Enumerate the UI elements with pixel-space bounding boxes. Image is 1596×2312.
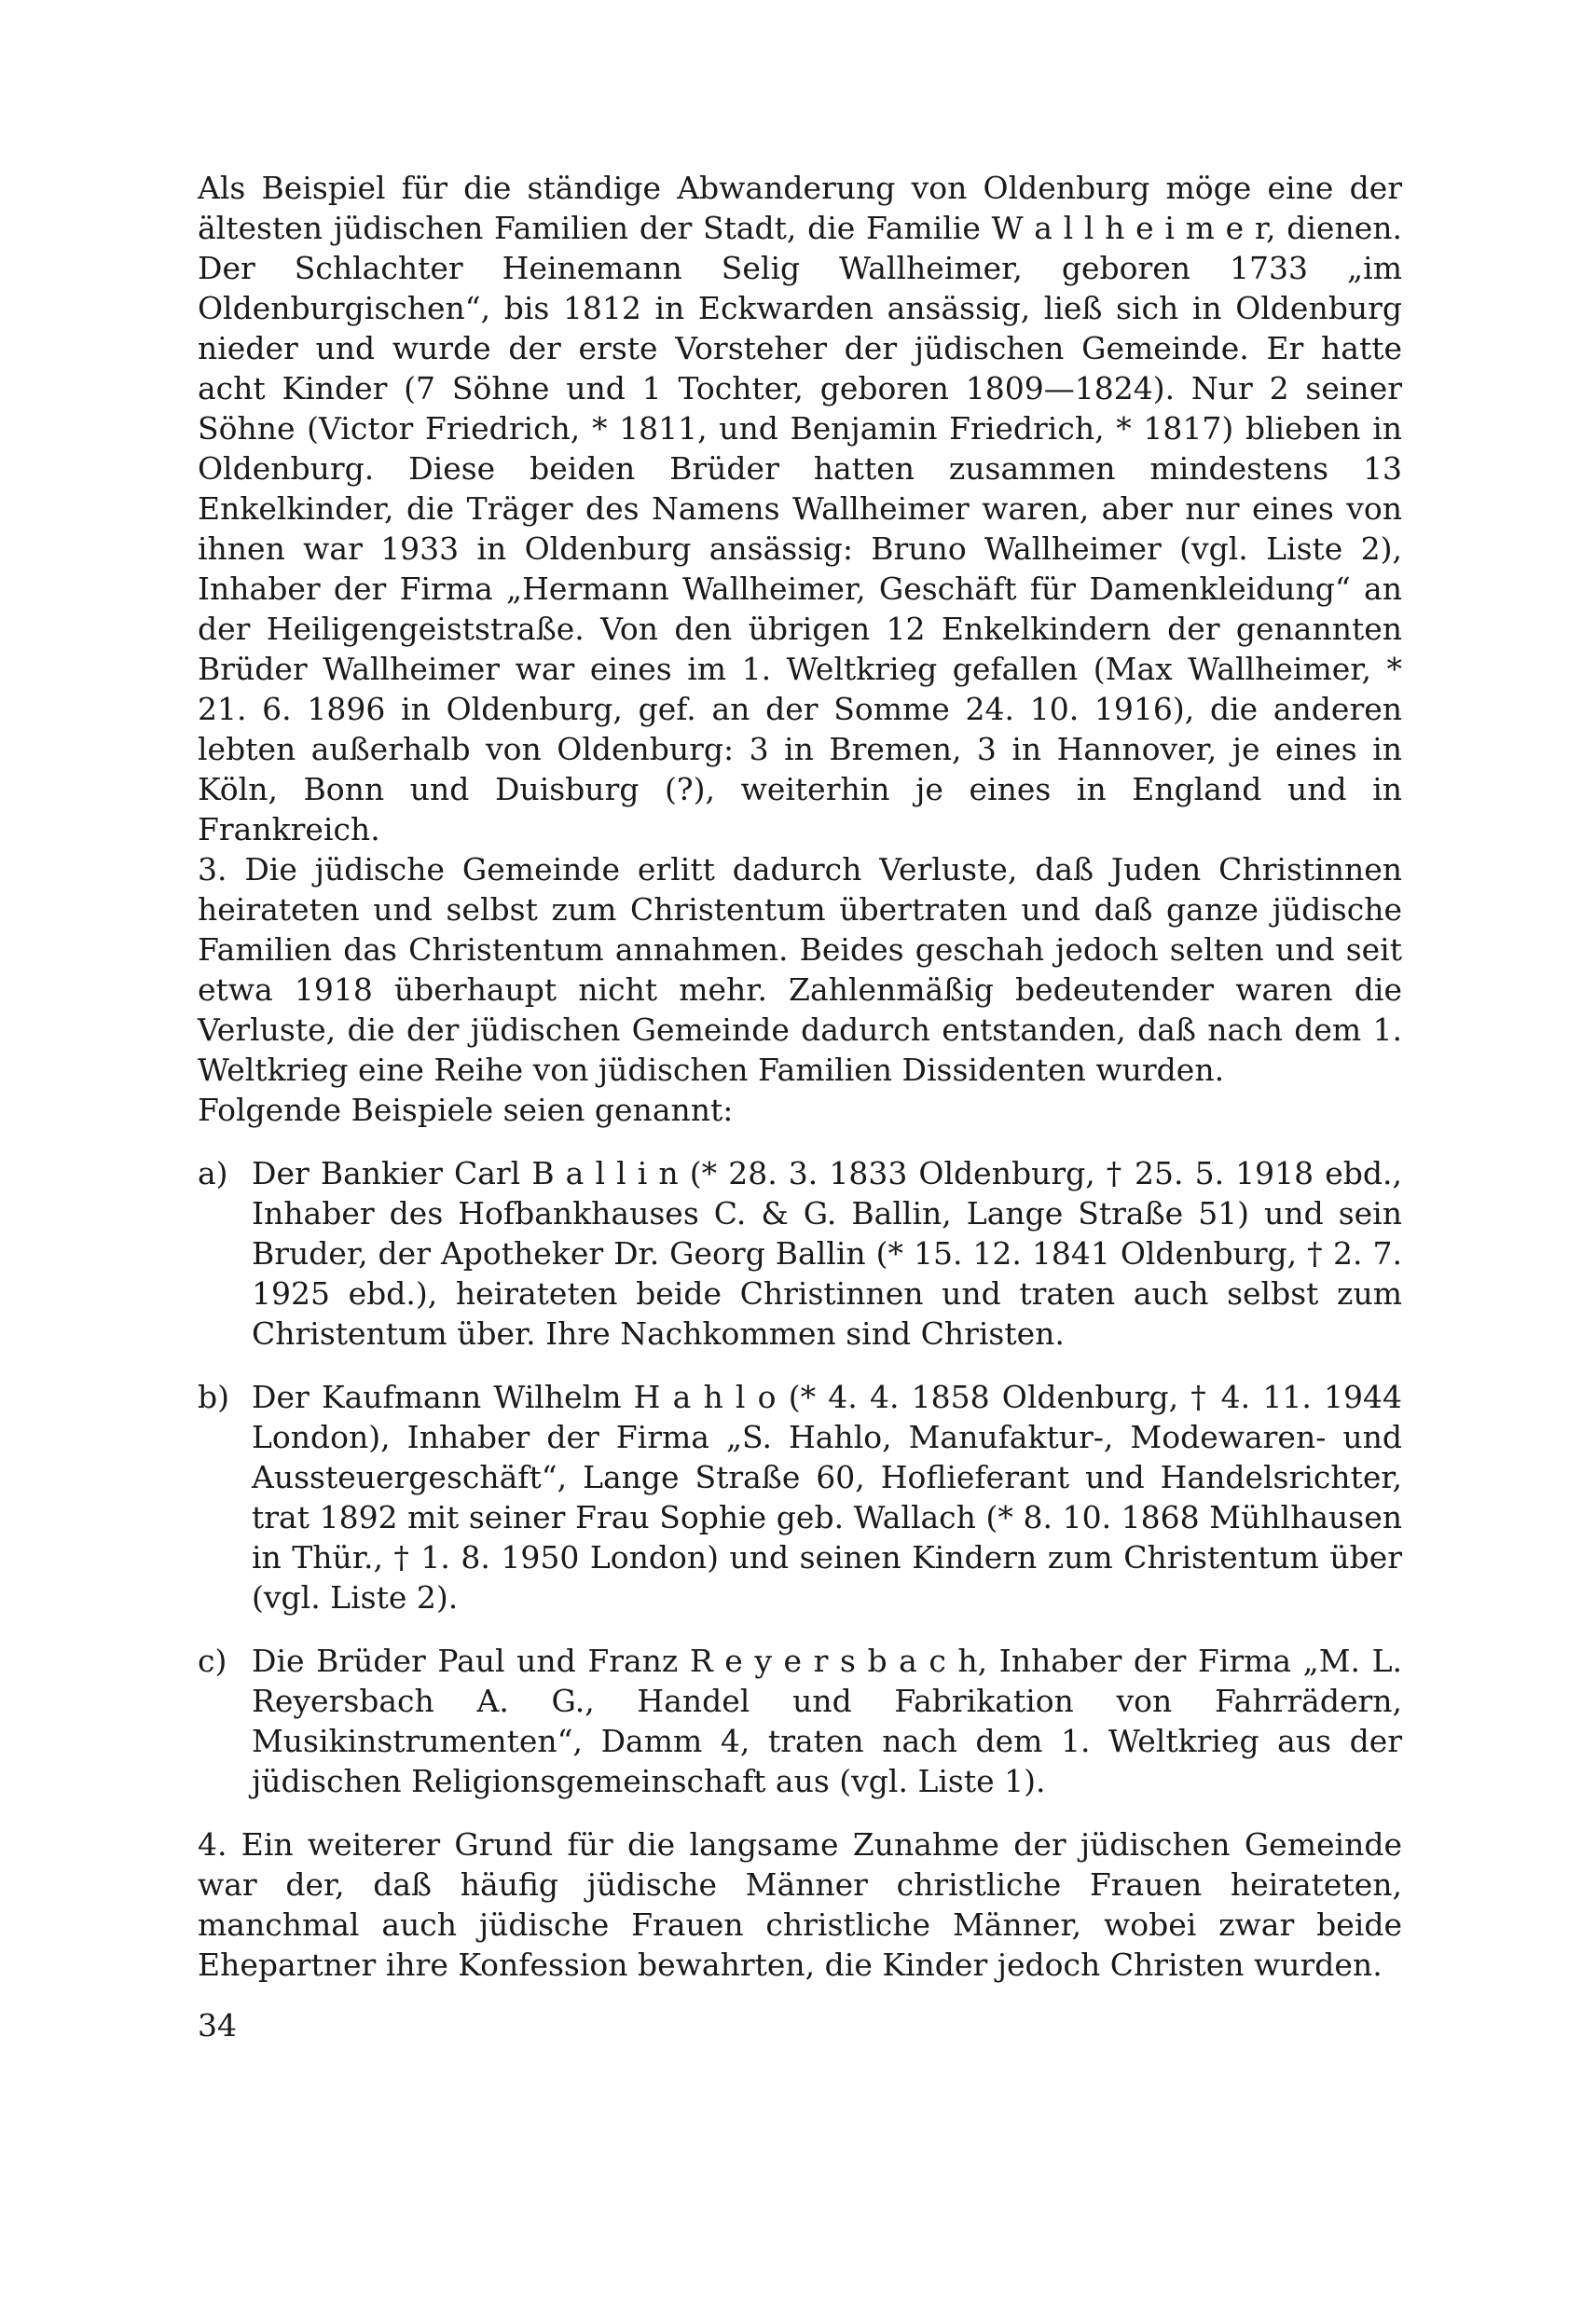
paragraph-mixed-marriages: 4. Ein weiterer Grund für die langsame Zunahme der jüdischen Gemeinde war der, daß häufig jüdische Männer christliche Frauen heirateten, manchmal auch jüdische Frauen christliche Männer, wobei zwar beide Ehepartner ihre Konfession bewahrten, die Kinder jedoch Christen wurden. [198,1826,1402,1983]
example-marker: c) [198,1643,227,1679]
example-marker: a) [198,1155,228,1191]
paragraph-wallheimer: Als Beispiel für die ständige Abwanderung von Oldenburg möge eine der ältesten jüdischen Familien der Stadt, die Familie W a l l h e i m e r, dienen. Der Schlachter Heinemann Selig Wallheimer, geboren 1733 „im Oldenburgischen“, bis 1812 in Eckwarden ansässig, ließ sich in Oldenburg nieder und wurde der erste Vorsteher der jüdischen Gemeinde. Er hatte acht Kinder (7 Söhne und 1 Tochter, geboren 1809—1824). Nur 2 seiner Söhne (Victor Friedrich, * 1811, und Benjamin Friedrich, * 1817) blieben in Oldenburg. Diese beiden Brüder hatten zusammen mindestens 13 Enkelkinder, die Träger des Namens Wallheimer waren, aber nur eines von ihnen war 1933 in Oldenburg ansässig: Bruno Wallheimer (vgl. Liste 2), Inhaber der Firma „Hermann Wallheimer, Geschäft für Damenkleidung“ an der Heiligengeiststraße. Von den übrigen 12 Enkelkindern der genannten Brüder Wallheimer war eines im 1. Weltkrieg gefallen (Max Wallheimer, * 21. 6. 1896 in Oldenburg, gef. an der Somme 24. 10. 1916), die anderen lebten außerhalb von Oldenburg: 3 in Bremen, 3 in Hannover, je eines in Köln, Bonn und Duisburg (?), weiterhin je eines in England und in Frankreich. [198,170,1402,847]
paragraph-losses: 3. Die jüdische Gemeinde erlitt dadurch Verluste, daß Juden Christinnen heirateten und selbst zum Christentum übertraten und daß ganze jüdische Familien das Christentum annahmen. Beides geschah jedoch selten und seit etwa 1918 überhaupt nicht mehr. Zahlenmäßig bedeutender waren die Verluste, die der jüdischen Gemeinde dadurch entstanden, daß nach dem 1. Weltkrieg eine Reihe von jüdischen Familien Dissidenten wurden. [198,851,1402,1088]
page-number: 34 [198,2007,237,2044]
example-text: Der Bankier Carl B a l l i n (* 28. 3. 1833 Oldenburg, † 25. 5. 1918 ebd., Inhaber des Hofbankhauses C. & G. Ballin, Lange Straße 51) und sein Bruder, der Apotheker Dr. Georg Ballin (* 15. 12. 1841 Oldenburg, † 2. 7. 1925 ebd.), heirateten beide Christinnen und traten auch selbst zum Christentum über. Ihre Nachkommen sind Christen. [252,1155,1402,1352]
page-content [198,168,1402,2045]
example-text: Die Brüder Paul und Franz R e y e r s b a c h, Inhaber der Firma „M. L. Reyersbach A. G., Handel und Fabrikation von Fahrrädern, Musikinstrumenten“, Damm 4, traten nach dem 1. Weltkrieg aus der jüdischen Religionsgemeinschaft aus (vgl. Liste 1). [252,1643,1402,1799]
example-text: Der Kaufmann Wilhelm H a h l o (* 4. 4. 1858 Oldenburg, † 4. 11. 1944 London), Inhaber der Firma „S. Hahlo, Manufaktur-, Modewaren- und Aussteuergeschäft“, Lange Straße 60, Hoflieferant und Handelsrichter, trat 1892 mit seiner Frau Sophie geb. Wallach (* 8. 10. 1868 Mühlhausen in Thür., † 1. 8. 1950 London) und seinen Kindern zum Christentum über (vgl. Liste 2). [252,1379,1402,1616]
example-item-a [198,1153,1402,1354]
example-item-c [198,1641,1402,1801]
paragraph-examples-intro: Folgende Beispiele seien genannt: [198,1092,734,1128]
example-marker: b) [198,1379,229,1415]
example-item-b [198,1377,1402,1617]
